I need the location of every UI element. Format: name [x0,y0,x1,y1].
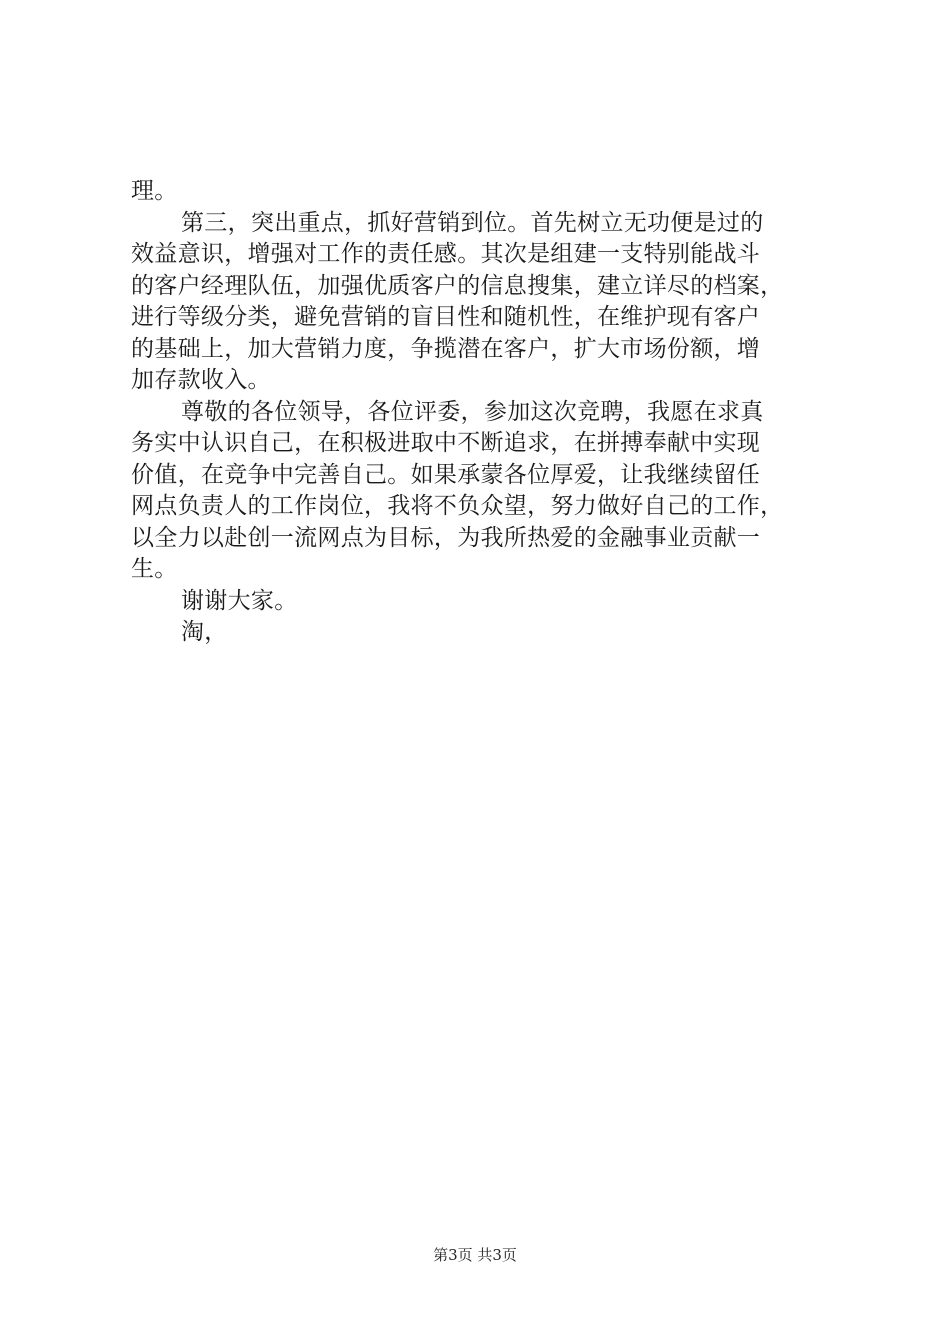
text-line: 理。 [131,178,178,204]
text-line: 网点负责人的工作岗位，我将不负众望，努力做好自己的工作， [131,493,784,519]
closing-thanks-line: 谢谢大家。 [181,587,298,614]
text-line: 生。 [131,556,178,582]
text-line: 的客户经理队伍，加强优质客户的信息搜集，建立详尽的档案， [131,272,784,299]
text-line: 务实中认识自己，在积极进取中不断追求，在拼搏奉献中实现 [131,430,761,456]
text-line: 加存款收入。 [131,367,271,393]
text-line: 价值，在竞争中完善自己。如果承蒙各位厚爱，让我继续留任 [131,461,761,488]
text-line: 进行等级分类，避免营销的盲目性和随机性，在维护现有客户 [131,304,761,330]
paragraph-start-line: 第三，突出重点，抓好营销到位。首先树立无功便是过的 [181,209,764,236]
text-line: 以全力以赴创一流网点为目标，为我所热爱的金融事业贡献一 [131,524,761,551]
paragraph-start-line: 尊敬的各位领导，各位评委，参加这次竞聘，我愿在求真 [181,398,764,425]
page-number-footer: 第3页 共3页 [433,1246,517,1264]
text-line: 的基础上，加大营销力度，争揽潜在客户，扩大市场份额，增 [131,335,761,362]
document-body [131,176,821,649]
text-line: 效益意识，增强对工作的责任感。其次是组建一支特别能战斗 [131,241,761,267]
trailing-fragment-line: 淘， [181,619,228,645]
